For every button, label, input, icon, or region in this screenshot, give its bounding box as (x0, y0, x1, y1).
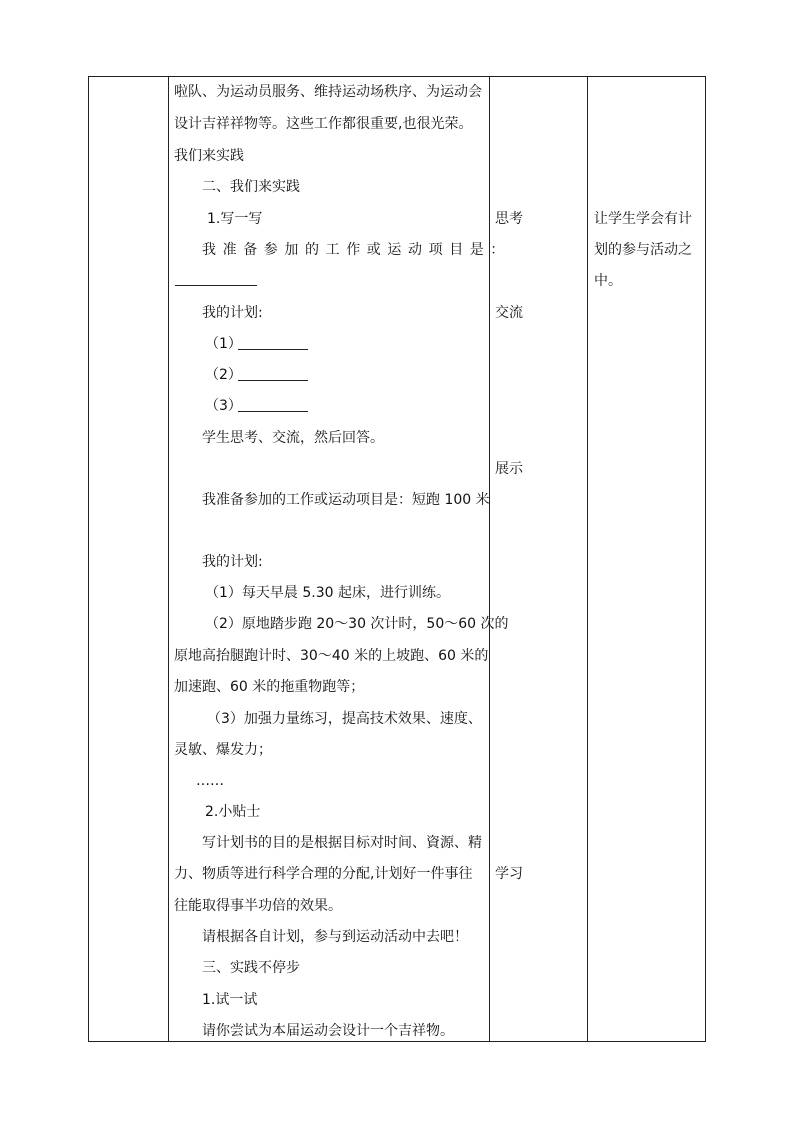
subsection-heading: 1.试一试 (202, 992, 258, 1008)
subsection-heading: 1.写一写 (207, 211, 263, 227)
content-line: 设计吉祥祥物等。这些工作都很重要,也很光荣。 (174, 116, 473, 132)
activity-label: 展示 (495, 461, 523, 477)
plan-item-label: （1） (205, 336, 242, 352)
empty-left-column (89, 77, 168, 1041)
content-line: 请根据各自计划，参与到运动活动中去吧！ (202, 929, 468, 945)
student-activity-column (490, 77, 587, 1041)
fill-in-blank (238, 366, 308, 381)
content-line: 我们来实践 (174, 148, 244, 164)
content-line: 我的计划: (202, 305, 263, 321)
content-line: 灵敏、爆发力； (174, 742, 272, 758)
activity-label: 思考 (495, 211, 523, 227)
fill-in-blank (175, 271, 257, 286)
content-line: （2）原地踏步跑 20～30 次计时，50～60 次的 (205, 616, 509, 632)
section-heading: 二、我们来实践 (202, 179, 300, 195)
content-line: 力、物质等进行科学合理的分配,计划好一件事往 (174, 866, 473, 882)
purpose-line: 中。 (594, 273, 622, 289)
content-line: 我准备参加的工作或运动项目是： (202, 242, 511, 258)
plan-item-label: （2） (205, 367, 242, 383)
subsection-heading: 2.小贴士 (205, 804, 261, 820)
content-line: 加速跑、60 米的拖重物跑等； (174, 679, 365, 695)
fill-in-blank (238, 397, 308, 412)
section-heading: 三、实践不停步 (202, 960, 300, 976)
purpose-line: 让学生学会有计 (594, 211, 692, 227)
fill-in-blank (238, 335, 308, 350)
content-line: （3）加强力量练习，提高技术效果、速度、 (207, 711, 482, 727)
content-line: 我准备参加的工作或运动项目是：短跑 100 米 (202, 492, 490, 508)
content-line: 原地高抬腿跑计时、30～40 米的上坡跑、60 米的 (174, 648, 489, 664)
activity-label: 交流 (495, 305, 523, 321)
content-line: 我的计划: (202, 554, 263, 570)
content-line: 学生思考、交流，然后回答。 (202, 430, 384, 446)
content-line: 写计划书的目的是根据目标对时间、資源、精 (202, 835, 482, 851)
content-line: 往能取得事半功倍的效果。 (174, 898, 342, 914)
purpose-line: 划的参与活动之 (594, 242, 692, 258)
activity-label: 学习 (495, 866, 523, 882)
plan-item-label: （3） (205, 398, 242, 414)
content-line: （1）每天早晨 5.30 起床，进行训练。 (205, 585, 450, 601)
content-line: …… (196, 773, 224, 789)
content-line: 啦队、为运动员服务、维持运动场秩序、为运动会 (174, 84, 482, 100)
content-line: 请你尝试为本届运动会设计一个吉祥物。 (202, 1023, 454, 1039)
design-purpose-column (588, 77, 705, 1041)
lesson-plan-table (88, 76, 706, 1042)
